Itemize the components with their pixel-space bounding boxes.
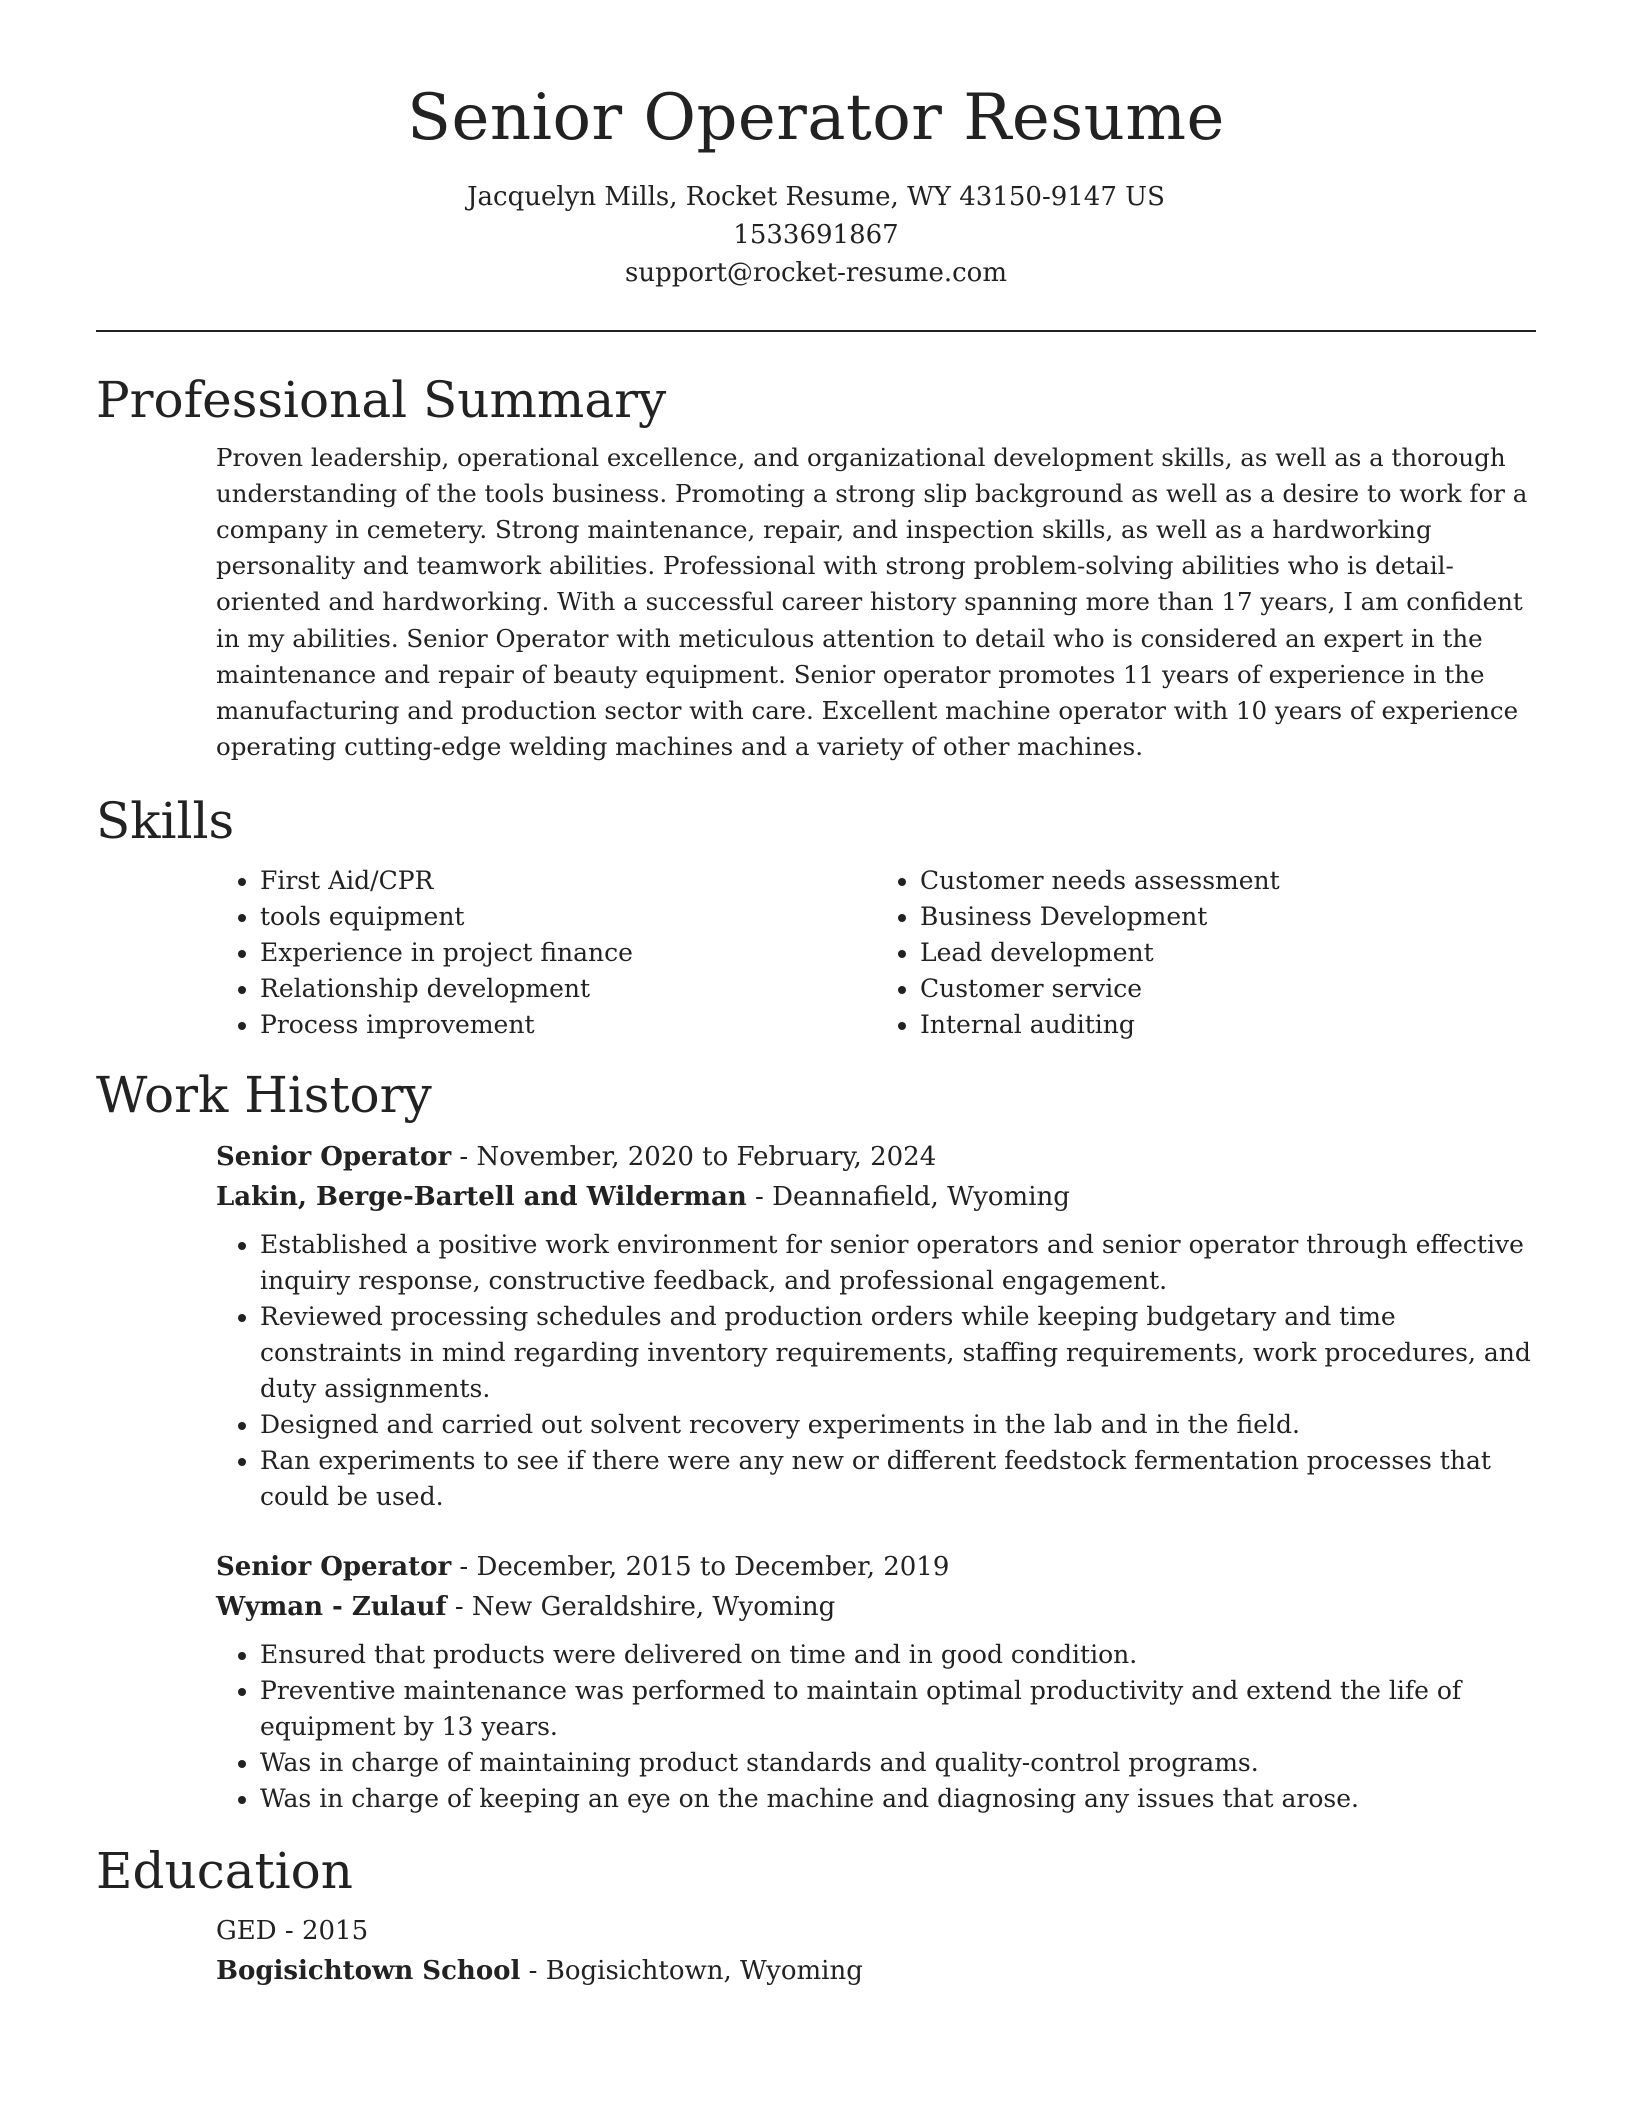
skills-list [216,863,1536,1043]
skill-item: • Experience in project finance [260,935,876,971]
separator: - [451,1552,477,1583]
job-bullet: • Established a positive work environment for senior operators and senior operator through effective inquiry response, constructive feedback, and professional engagement. [260,1227,1536,1299]
job-bullet: • Reviewed processing schedules and production orders while keeping budgetary and time constraints in mind regarding inventory requirements, staffing requirements, work procedures, and duty assignments. [260,1299,1536,1407]
resume-header [96,0,1536,332]
job-bullet: • Preventive maintenance was performed to maintain optimal productivity and extend the life of equipment by 13 years. [260,1673,1536,1745]
header-divider [96,330,1536,332]
skill-item: • Lead development [920,935,1536,971]
skill-item: • Relationship development [260,971,876,1007]
education-entry [216,1911,1536,1991]
job-bullet-list [216,1637,1536,1817]
job-location: Deannafield, Wyoming [772,1182,1070,1213]
job-company: Lakin, Berge-Bartell and Wilderman [216,1182,747,1213]
job-company-line [216,1177,1536,1217]
skill-item: • Customer service [920,971,1536,1007]
contact-block [96,178,1536,292]
job-entry [216,1547,1536,1817]
skill-item: • Process improvement [260,1007,876,1043]
education-section [96,1841,1536,1991]
job-bullet: • Ran experiments to see if there were any new or different feedstock fermentation processes that could be used. [260,1443,1536,1515]
work-history-section [96,1065,1536,1817]
summary-text: Proven leadership, operational excellence, and organizational development skills, as well as a thorough understanding of the tools business. Promoting a strong slip background as well as a desire to work for a company in cemetery. Strong maintenance, repair, and inspection skills, as well as a hardworking personality and teamwork abilities. Professional with strong problem-solving abilities who is detail-oriented and hardworking. With a successful career history spanning more than 17 years, I am confident in my abilities. Senior Operator with meticulous attention to detail who is considered an expert in the maintenance and repair of beauty equipment. Senior operator promotes 11 years of experience in the manufacturing and production sector with care. Excellent machine operator with 10 years of experience operating cutting-edge welding machines and a variety of other machines. [216,442,1528,762]
contact-address: Jacquelyn Mills, Rocket Resume, WY 43150-9147 US [467,181,1165,212]
skill-item: • Customer needs assessment [920,863,1536,899]
resume-title: Senior Operator Resume [407,81,1225,155]
separator: - [520,1956,546,1987]
skills-section [96,791,1536,1043]
contact-phone: 1533691867 [733,219,899,250]
skills-heading: Skills [96,792,235,851]
skills-column-right [876,863,1536,1043]
job-bullet: • Was in charge of maintaining product standards and quality-control programs. [260,1745,1536,1781]
job-title-line [216,1547,1536,1587]
contact-email: support@rocket-resume.com [624,257,1007,288]
job-bullet-list [216,1227,1536,1515]
job-bullet: • Designed and carried out solvent recovery experiments in the lab and in the field. [260,1407,1536,1443]
job-bullet: • Was in charge of keeping an eye on the machine and diagnosing any issues that arose. [260,1781,1536,1817]
education-degree-line [216,1911,1536,1951]
job-location: New Geraldshire, Wyoming [471,1592,836,1623]
summary-section [96,370,1536,766]
job-company: Wyman - Zulauf [216,1592,447,1623]
education-school: Bogisichtown School [216,1956,521,1987]
skill-item: • tools equipment [260,899,876,935]
education-school-line [216,1951,1536,1991]
job-title: Senior Operator [216,1142,452,1173]
skill-item: • Business Development [920,899,1536,935]
work-history-heading: Work History [96,1066,432,1125]
job-entry [216,1137,1536,1515]
separator: - [276,1916,302,1947]
job-dates: November, 2020 to February, 2024 [476,1142,937,1173]
job-dates: December, 2015 to December, 2019 [476,1552,950,1583]
education-location: Bogisichtown, Wyoming [545,1956,863,1987]
skills-column-left [216,863,876,1043]
skill-item: • Internal auditing [920,1007,1536,1043]
education-heading: Education [96,1842,353,1901]
summary-heading: Professional Summary [96,370,667,429]
job-title: Senior Operator [216,1552,452,1583]
education-year: 2015 [301,1916,369,1947]
separator: - [451,1142,477,1173]
separator: - [446,1592,472,1623]
job-company-line [216,1587,1536,1627]
separator: - [746,1182,773,1213]
job-title-line [216,1137,1536,1177]
skill-item: • First Aid/CPR [260,863,876,899]
job-bullet: • Ensured that products were delivered on time and in good condition. [260,1637,1536,1673]
resume-page [96,0,1536,1991]
education-degree: GED [216,1916,277,1947]
